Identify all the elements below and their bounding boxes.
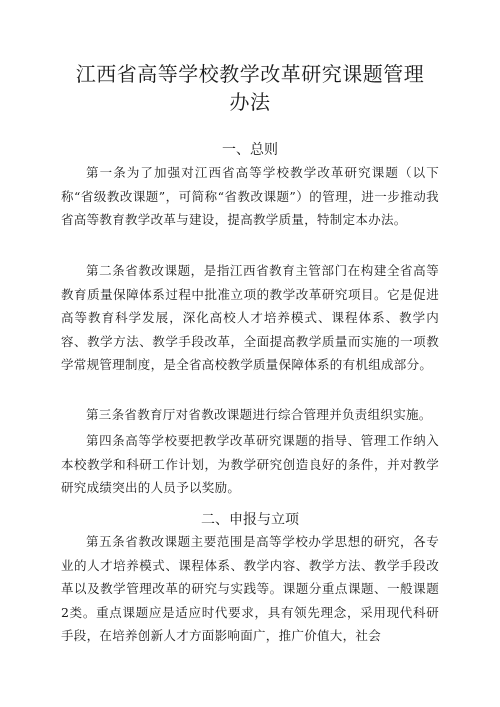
article-1-paragraph: 第一条为了加强对江西省高等学校教学改革研究课题（以下称“省级教改课题”，可简称“省教改课题”）的管理，进一步推动我省高等教育教学改革与建设，提高教学质量，特制定本办法。 [61, 165, 439, 228]
article-5-paragraph: 第五条省教改课题主要范围是高等学校办学思想的研究，各专业的人才培养模式、课程体系、教学内容、教学方法、教学手段改革以及教学管理改革的研究与实践等。课题分重点课题、一般课题2类。重点课题应是适应时代要求，具有领先理念，采用现代科研手段，在培养创新人才方面影响面广，推广价值大，社会 [61, 534, 439, 644]
section-heading-application: 二、申报与立项 [201, 512, 299, 528]
section-heading-general: 一、总则 [222, 142, 278, 158]
article-2-paragraph: 第二条省教改课题，是指江西省教育主管部门在构建全省高等教育质量保障体系过程中批准立项的教学改革研究项目。它是促进高等教育科学发展，深化高校人才培养模式、课程体系、教学内容、教学方法、教学手段改革，全面提高教学质量而实施的一项教学常规管理制度，是全省高校教学质量保障体系的有机组成部分。 [61, 263, 439, 373]
article-3-paragraph: 第三条省教育厅对省教改课题进行综合管理并负责组织实施。 [86, 407, 432, 422]
document-title: 江西省高等学校教学改革研究课题管理办法 [75, 62, 425, 114]
article-4-paragraph: 第四条高等学校要把教学改革研究课题的指导、管理工作纳入本校教学和科研工作计划，为教学研究创造良好的条件，并对教学研究成绩突出的人员予以奖励。 [61, 433, 439, 496]
